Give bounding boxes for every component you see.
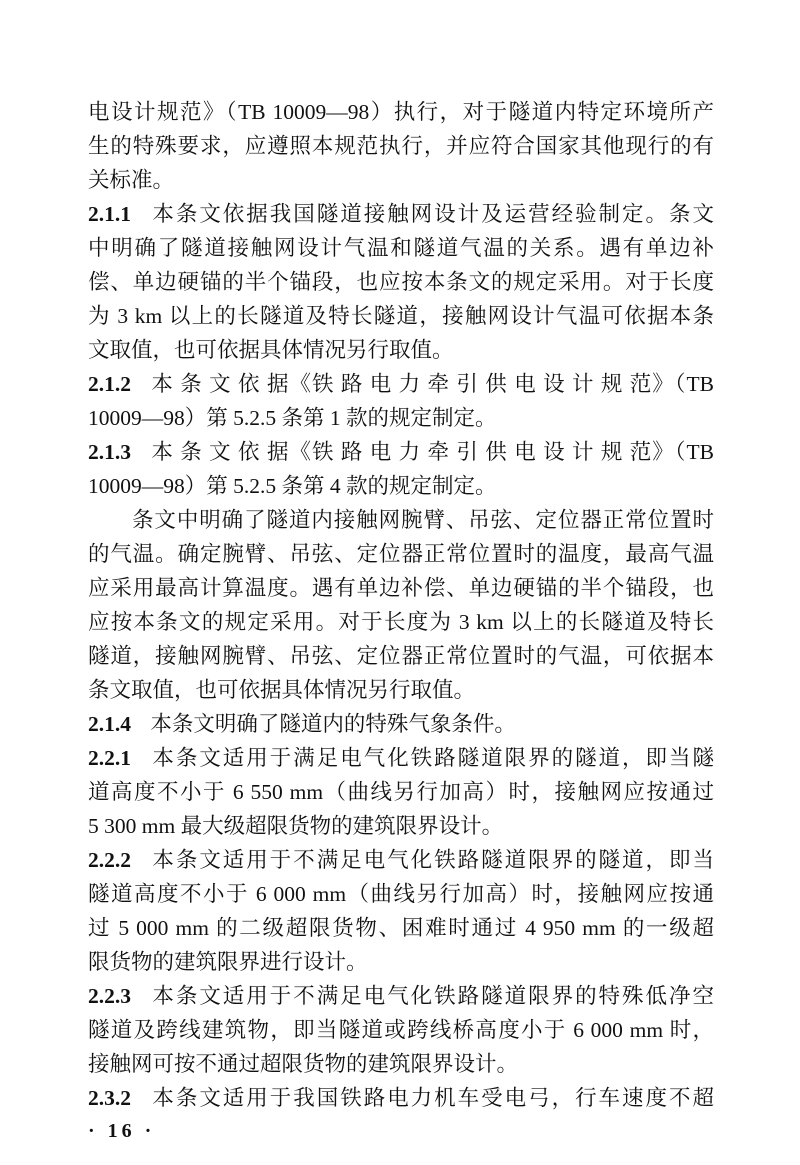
text-line — [88, 1081, 714, 1115]
text-line — [88, 299, 714, 333]
text-line — [88, 945, 714, 979]
line-text: 本条文适用于不满足电气化铁路隧道限界的隧道，即当 — [152, 848, 714, 872]
line-text: 隧道高度不小于 6 000 mm（曲线另行加高）时，接触网应按通 — [88, 882, 714, 906]
text-line — [88, 775, 714, 809]
line-text: 10009—98）第 5.2.5 条第 4 款的规定制定。 — [88, 474, 497, 498]
text-line — [88, 843, 714, 877]
line-text: 隧道及跨线建筑物，即当隧道或跨线桥高度小于 6 000 mm 时， — [88, 1018, 714, 1042]
clause-number: 2.1.3 — [88, 440, 131, 464]
text-line — [88, 707, 714, 741]
text-line — [88, 503, 714, 537]
text-line — [88, 231, 714, 265]
line-text: 条文取值，也可依据具体情况另行取值。 — [88, 678, 476, 702]
document-body — [88, 95, 714, 1115]
clause-number: 2.2.1 — [88, 746, 131, 770]
text-line — [88, 469, 714, 503]
text-line — [88, 1013, 714, 1047]
text-line — [88, 639, 714, 673]
clause-number: 2.2.2 — [88, 848, 131, 872]
line-text: 中明确了隧道接触网设计气温和隧道气温的关系。遇有单边补 — [88, 236, 714, 260]
line-text: 关标准。 — [88, 168, 175, 192]
text-line — [88, 163, 714, 197]
text-line — [88, 265, 714, 299]
line-text: 本条文适用于满足电气化铁路隧道限界的隧道，即当隧 — [152, 746, 714, 770]
line-text: 接触网可按不通过超限货物的建筑限界设计。 — [88, 1052, 519, 1076]
line-text: 本条文适用于不满足电气化铁路隧道限界的特殊低净空 — [152, 984, 714, 1008]
clause-number: 2.3.2 — [88, 1086, 131, 1110]
text-line — [88, 95, 714, 129]
text-line — [88, 367, 714, 401]
line-text: 限货物的建筑限界进行设计。 — [88, 950, 368, 974]
line-text: 本条文适用于我国铁路电力机车受电弓，行车速度不超 — [152, 1086, 714, 1110]
line-text: 本 条 文 依 据《铁 路 电 力 牵 引 供 电 设 计 规 范》（TB — [151, 372, 714, 396]
line-text: 本条文明确了隧道内的特殊气象条件。 — [150, 712, 516, 736]
text-line — [88, 911, 714, 945]
clause-number: 2.2.3 — [88, 984, 131, 1008]
line-text: 5 300 mm 最大级超限货物的建筑限界设计。 — [88, 814, 504, 838]
line-text: 道高度不小于 6 550 mm（曲线另行加高）时，接触网应按通过 — [88, 780, 714, 804]
text-line — [88, 877, 714, 911]
line-text: 本条文依据我国隧道接触网设计及运营经验制定。条文 — [152, 202, 714, 226]
line-text: 偿、单边硬锚的半个锚段，也应按本条文的规定采用。对于长度 — [88, 270, 714, 294]
text-line — [88, 401, 714, 435]
line-text: 10009—98）第 5.2.5 条第 1 款的规定制定。 — [88, 406, 497, 430]
line-text: 的气温。确定腕臂、吊弦、定位器正常位置时的温度，最高气温 — [88, 542, 714, 566]
text-line — [88, 1047, 714, 1081]
clause-number: 2.1.4 — [88, 712, 131, 736]
page-number: · 16 · — [88, 1120, 156, 1142]
text-line — [88, 435, 714, 469]
line-text: 电设计规范》（TB 10009—98）执行，对于隧道内特定环境所产 — [88, 100, 714, 124]
text-line — [88, 979, 714, 1013]
text-line — [88, 605, 714, 639]
line-text: 为 3 km 以上的长隧道及特长隧道，接触网设计气温可依据本条 — [88, 304, 714, 328]
clause-number: 2.1.2 — [88, 372, 131, 396]
line-text: 本 条 文 依 据《铁 路 电 力 牵 引 供 电 设 计 规 范》（TB — [151, 440, 714, 464]
text-line — [88, 571, 714, 605]
text-line — [88, 537, 714, 571]
text-line — [88, 673, 714, 707]
text-line — [88, 333, 714, 367]
text-line — [88, 741, 714, 775]
line-text: 条文中明确了隧道内接触网腕臂、吊弦、定位器正常位置时 — [132, 508, 714, 532]
line-text: 生的特殊要求，应遵照本规范执行，并应符合国家其他现行的有 — [88, 134, 714, 158]
line-text: 隧道，接触网腕臂、吊弦、定位器正常位置时的气温，可依据本 — [88, 644, 714, 668]
text-line — [88, 197, 714, 231]
line-text: 过 5 000 mm 的二级超限货物、困难时通过 4 950 mm 的一级超 — [88, 916, 714, 940]
text-line — [88, 809, 714, 843]
line-text: 应采用最高计算温度。遇有单边补偿、单边硬锚的半个锚段，也 — [88, 576, 714, 600]
line-text: 文取值，也可依据具体情况另行取值。 — [88, 338, 454, 362]
line-text: 应按本条文的规定采用。对于长度为 3 km 以上的长隧道及特长 — [88, 610, 714, 634]
text-line — [88, 129, 714, 163]
clause-number: 2.1.1 — [88, 202, 131, 226]
